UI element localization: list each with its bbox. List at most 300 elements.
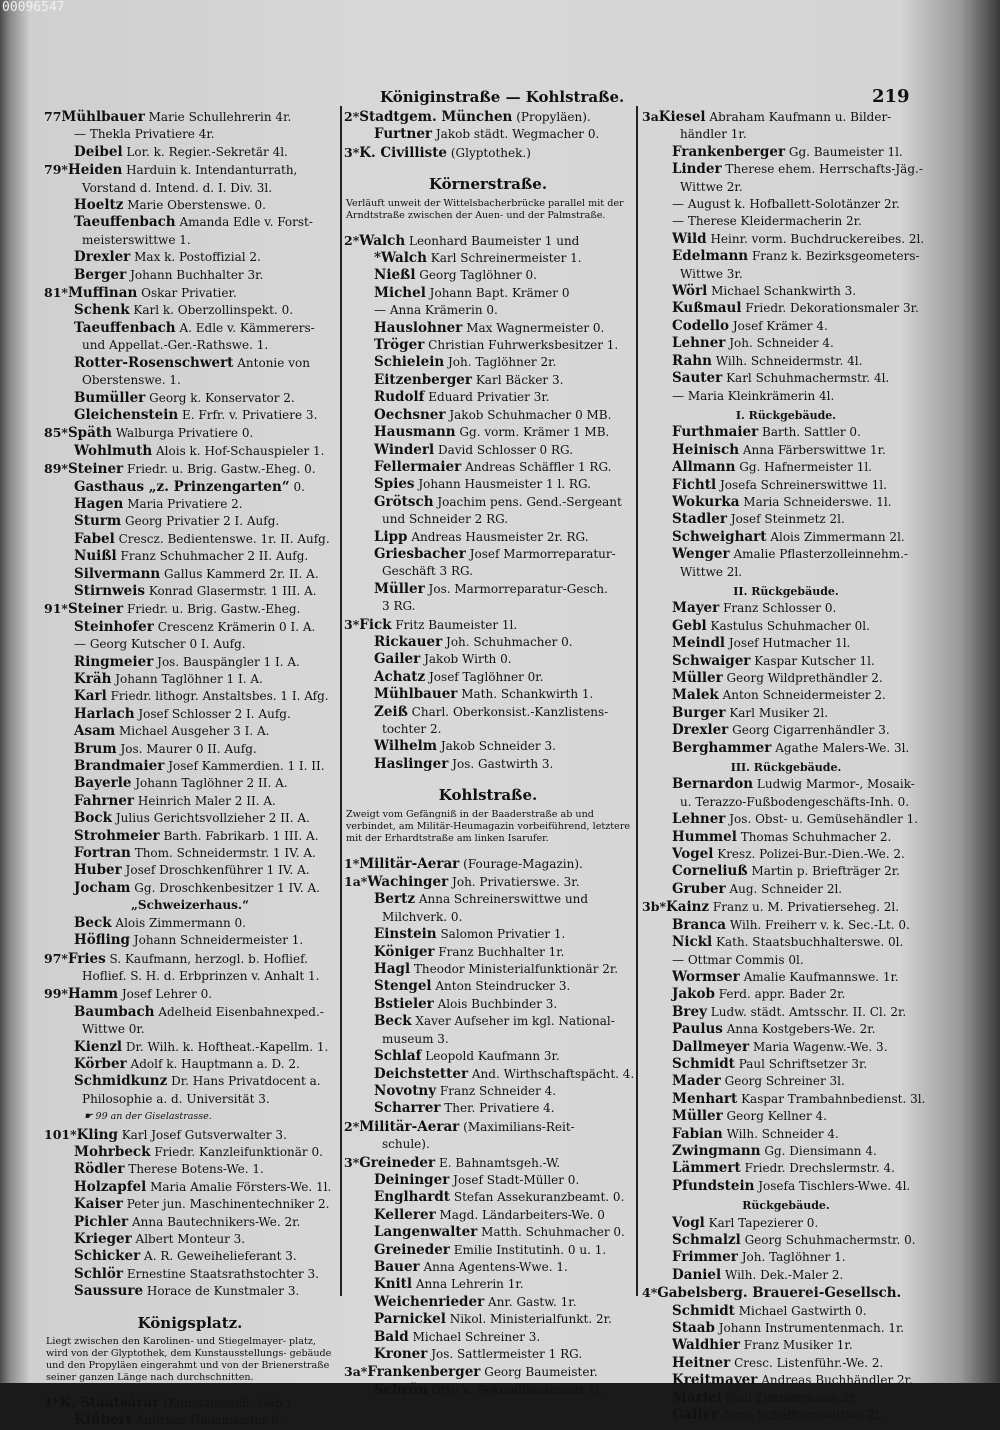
entry-text: Jakob Schneider 3. xyxy=(440,739,556,754)
resident-name: Pfundstein xyxy=(672,1177,755,1194)
resident-name: Haslinger xyxy=(374,755,449,772)
resident-name: Langenwalter xyxy=(374,1224,478,1241)
resident-name: Sturm xyxy=(74,513,122,530)
directory-entry xyxy=(642,1143,930,1160)
entry-text: Jos. Bauspängler 1 I. A. xyxy=(157,654,300,669)
directory-entry xyxy=(44,214,336,231)
entry-text: Wilh. Freiherr v. k. Sec.-Lt. 0. xyxy=(729,917,910,932)
entry-text: S. Kaufmann, herzogl. b. Hoflief. xyxy=(109,951,308,966)
directory-entry xyxy=(642,248,930,265)
resident-name: Novotny xyxy=(374,1082,437,1099)
resident-name: Schmalzl xyxy=(672,1232,741,1248)
directory-entry xyxy=(344,1136,632,1153)
entry-text: Johann Taglöhner 2 II. A. xyxy=(135,776,288,791)
directory-entry xyxy=(642,705,930,722)
directory-entry xyxy=(344,320,632,337)
house-number: 2* xyxy=(344,1118,360,1134)
directory-entry xyxy=(44,531,336,548)
entry-text: Marie Schullehrerin 4r. xyxy=(148,110,292,124)
directory-entry xyxy=(44,654,336,671)
resident-name: Corneliuß xyxy=(672,863,748,880)
entry-text: Crescenz Krämerin 0 I. A. xyxy=(157,619,316,634)
entry-text: Franz Schlosser 0. xyxy=(723,601,837,616)
directory-entry xyxy=(642,388,930,405)
entry-text: Johann Buchhalter 3r. xyxy=(130,267,264,282)
resident-name: Schweighart xyxy=(672,528,767,545)
resident-name: Winderl xyxy=(374,441,435,458)
entry-text: A. Edle v. Kämmerers- xyxy=(179,320,315,335)
entry-text: Josef Steinmetz 2l. xyxy=(730,512,845,527)
resident-name: Deininger xyxy=(374,1171,450,1188)
directory-entry xyxy=(642,1303,930,1320)
directory-entry xyxy=(642,1004,930,1021)
resident-name: Müller xyxy=(672,670,723,686)
directory-entry xyxy=(344,494,632,511)
directory-entry xyxy=(344,459,632,476)
entry-text: Joh. Taglöhner 2r. xyxy=(448,355,557,370)
house-number: 85* xyxy=(44,425,68,441)
resident-name: Wormser xyxy=(672,968,740,985)
entry-text: Hoflief. S. H. d. Erbprinzen v. Anhalt 1. xyxy=(82,968,320,983)
directory-entry xyxy=(642,917,930,934)
directory-entry xyxy=(44,1056,336,1073)
entry-text: Körnerstraße. xyxy=(428,175,548,194)
directory-entry xyxy=(44,161,336,179)
house-number: 3b* xyxy=(642,899,666,915)
entry-text: Otto k. Sekondlieutenant 1l. xyxy=(431,1382,604,1397)
entry-text: Thomas Schuhmacher 2. xyxy=(740,829,892,844)
entry-text: Josefa Tischlers-Wwe. 4l. xyxy=(758,1178,911,1193)
directory-entry xyxy=(44,460,336,478)
resident-name: Wild xyxy=(672,230,707,247)
entry-text: — August k. Hofballett-Solotänzer 2r. xyxy=(672,197,900,212)
entry-text: Georg Schreiner 3l. xyxy=(724,1074,845,1089)
resident-name: Berghammer xyxy=(672,739,772,756)
entry-text: Anna Lehrerin 1r. xyxy=(415,1277,524,1292)
entry-text: Theodor Ministerialfunktionär 2r. xyxy=(413,962,619,977)
resident-name: Schmidt xyxy=(672,1302,735,1319)
directory-entry xyxy=(344,1048,632,1065)
entry-text: III. Rückgebäude. xyxy=(730,761,842,775)
entry-text: Jakob Wirth 0. xyxy=(424,652,512,667)
entry-text: Andreas Schäffler 1 RG. xyxy=(465,459,612,474)
resident-name: Huber xyxy=(74,862,122,879)
house-number: 3a* xyxy=(344,1364,368,1380)
directory-entry xyxy=(44,337,336,354)
directory-entry xyxy=(344,529,632,546)
directory-entry xyxy=(44,249,336,266)
entry-text: händler 1r. xyxy=(680,127,747,142)
directory-entry xyxy=(344,1189,632,1206)
entry-text: Max k. Postoffizial 2. xyxy=(134,250,261,265)
entry-text: Matth. Schuhmacher 0. xyxy=(481,1225,625,1240)
entry-text: Amalie Pflasterzolleinnehm.- xyxy=(733,547,908,562)
directory-entry xyxy=(344,250,632,267)
directory-entry xyxy=(642,670,930,687)
entry-text: Jakob Schuhmacher 0 MB. xyxy=(449,407,612,422)
directory-entry xyxy=(44,1073,336,1090)
house-number: 3* xyxy=(344,1154,360,1170)
entry-text: (Maximilians-Reit- xyxy=(463,1119,575,1134)
directory-entry xyxy=(344,756,632,773)
resident-name: Stadler xyxy=(672,511,728,528)
entry-text: Andreas Hausmeister 0. xyxy=(135,1413,283,1428)
directory-entry xyxy=(642,266,930,283)
directory-entry xyxy=(642,1178,930,1195)
street-description xyxy=(344,198,632,222)
resident-name: Daniel xyxy=(672,1266,722,1283)
resident-name: Saussure xyxy=(74,1283,144,1300)
directory-entry xyxy=(344,738,632,755)
resident-name: Bayerle xyxy=(74,775,132,792)
resident-name: Fabel xyxy=(74,530,115,547)
entry-text: Josef Taglöhner 0r. xyxy=(429,669,544,684)
directory-entry xyxy=(44,671,336,688)
resident-name: Rickauer xyxy=(374,633,443,650)
entry-text: Georg Schuhmachermstr. 0. xyxy=(744,1233,916,1247)
directory-entry xyxy=(44,741,336,758)
directory-entry xyxy=(344,1083,632,1100)
entry-text: Jos. Sattlermeister 1 RG. xyxy=(431,1347,583,1361)
entry-text: Anna Schaffnerswittwe 2l. xyxy=(722,1408,883,1423)
resident-name: Englhardt xyxy=(374,1189,451,1206)
resident-name: Malek xyxy=(672,687,719,704)
directory-entry xyxy=(344,1329,632,1346)
directory-entry xyxy=(44,915,336,932)
directory-entry xyxy=(344,354,632,371)
directory-entry xyxy=(642,353,930,370)
directory-entry xyxy=(344,424,632,441)
directory-entry xyxy=(642,529,930,546)
resident-name: Mader xyxy=(672,1073,721,1090)
entry-text: Josef Schlosser 2 I. Aufg. xyxy=(138,706,291,721)
directory-entry xyxy=(344,1224,632,1241)
resident-name: Drexler xyxy=(74,249,131,266)
resident-name: Muffinan xyxy=(67,285,138,302)
resident-name: Späth xyxy=(67,425,112,442)
directory-entry xyxy=(642,1056,930,1073)
directory-entry xyxy=(44,619,336,636)
entry-text: Karl Bäcker 3. xyxy=(475,372,564,387)
resident-name: Gasthaus „z. Prinzengarten“ xyxy=(74,478,290,495)
house-number: 89* xyxy=(44,461,68,477)
entry-text: Philosophie a. d. Universität 3. xyxy=(82,1091,270,1106)
entry-text: Andreas Buchhändler 2r. xyxy=(761,1373,913,1388)
resident-name: Körber xyxy=(74,1055,127,1072)
resident-name: Frankenberger xyxy=(367,1364,481,1381)
entry-text: Emilie Institutinh. 0 u. 1. xyxy=(453,1242,607,1257)
directory-entry xyxy=(44,1091,336,1108)
directory-entry xyxy=(642,740,930,757)
entry-text: und Appellat.-Ger.-Rathswe. 1. xyxy=(82,338,269,353)
entry-text: Julius Gerichtsvollzieher 2 II. A. xyxy=(115,811,310,826)
directory-entry xyxy=(344,563,632,580)
directory-entry xyxy=(642,1284,930,1302)
column-rule xyxy=(636,106,638,1296)
resident-name: Lämmert xyxy=(672,1160,741,1177)
resident-name: Bernardon xyxy=(672,776,754,793)
directory-entry xyxy=(642,1337,930,1354)
street-heading xyxy=(344,176,632,193)
entry-text: Georg Baumeister. xyxy=(484,1365,598,1380)
entry-text: und Schneider 2 RG. xyxy=(382,512,509,527)
directory-entry xyxy=(44,636,336,653)
entry-text: Amalie Kaufmannswe. 1r. xyxy=(743,969,899,984)
entry-text: Georg k. Konservator 2. xyxy=(149,390,295,405)
directory-entry xyxy=(642,1372,930,1389)
directory-entry xyxy=(642,459,930,476)
directory-entry xyxy=(642,511,930,528)
entry-text: Heinr. vorm. Buchdruckereibes. 2l. xyxy=(710,231,925,246)
directory-entry xyxy=(642,144,930,161)
resident-name: Burger xyxy=(672,704,726,721)
entry-text: Michael Schankwirth 3. xyxy=(711,284,857,299)
entry-text: Paul Schriftsetzer 3r. xyxy=(738,1056,868,1071)
entry-text: Ther. Privatiere 4. xyxy=(444,1101,555,1116)
resident-name: Baumbach xyxy=(74,1003,155,1020)
entry-text: Oskar Privatier. xyxy=(141,286,237,301)
entry-text: Abraham Kaufmann u. Bilder- xyxy=(709,110,892,124)
entry-text: Johann Taglöhner 1 I. A. xyxy=(115,672,263,686)
resident-name: Hausmann xyxy=(374,424,456,441)
resident-name: Codello xyxy=(672,317,730,334)
street-description xyxy=(44,1108,336,1125)
directory-entry xyxy=(642,986,930,1003)
resident-name: Bald xyxy=(374,1328,409,1345)
resident-name: Waldhier xyxy=(672,1337,740,1354)
resident-name: Bumüller xyxy=(74,389,146,406)
directory-entry xyxy=(44,810,336,827)
entry-text: Heinrich Maler 2 II. A. xyxy=(137,793,276,808)
resident-name: Bstieler xyxy=(374,995,434,1012)
entry-text: Jos. Obst- u. Gemüsehändler 1. xyxy=(729,812,919,827)
resident-name: Nießl xyxy=(374,267,416,284)
resident-name: Brandmaier xyxy=(74,758,165,775)
resident-name: Militär-Aerar xyxy=(359,855,460,872)
entry-text: Karl Schreinermeister 1. xyxy=(430,251,582,266)
entry-text: Christian Fuhrwerksbesitzer 1. xyxy=(428,338,619,353)
entry-text: — Georg Kutscher 0 I. Aufg. xyxy=(74,637,246,652)
entry-text: tochter 2. xyxy=(382,722,442,736)
directory-entry xyxy=(44,950,336,968)
entry-text: Albert Monteur 3. xyxy=(135,1232,246,1246)
resident-name: Einstein xyxy=(374,926,437,943)
entry-text: — Therese Kleidermacherin 2r. xyxy=(672,214,862,229)
entry-text: Agathe Malers-We. 3l. xyxy=(775,740,910,755)
resident-name: Spies xyxy=(374,476,415,493)
entry-text: Michael Gastwirth 0. xyxy=(738,1303,867,1318)
entry-text: II. Rückgebäude. xyxy=(733,584,839,598)
house-number: 3a xyxy=(642,109,659,124)
entry-text: Josefa Schreinerswittwe 1l. xyxy=(719,477,887,492)
directory-entry xyxy=(344,721,632,738)
resident-name: Zwingmann xyxy=(672,1142,761,1159)
house-number: 3* xyxy=(344,616,360,632)
entry-text: Therese ehem. Herrschafts-Jäg.- xyxy=(725,162,923,177)
resident-name: Rudolf xyxy=(374,389,425,406)
resident-name: Mohrbeck xyxy=(74,1143,151,1160)
house-number: 79* xyxy=(44,162,68,178)
directory-entry xyxy=(642,687,930,704)
entry-text: Leopold Kaufmann 3r. xyxy=(425,1049,560,1064)
resident-name: Rotter-Rosenschwert xyxy=(74,354,234,371)
directory-entry xyxy=(642,1249,930,1266)
resident-name: Edelmann xyxy=(672,248,749,265)
house-number: 2* xyxy=(344,232,360,248)
entry-text: Gg. vorm. Krämer 1 MB. xyxy=(459,425,610,440)
entry-text: Anna Bautechnikers-We. 2r. xyxy=(131,1214,301,1229)
resident-name: Taeuffenbach xyxy=(74,214,176,231)
directory-entry xyxy=(642,424,930,441)
entry-text: Alois Buchbinder 3. xyxy=(437,996,558,1011)
entry-text: Maria Amalie Försters-We. 1l. xyxy=(150,1179,332,1194)
resident-name: Steinhofer xyxy=(74,618,154,635)
entry-text: Kaspar Kutscher 1l. xyxy=(754,653,875,668)
resident-name: Galler xyxy=(672,1407,719,1424)
entry-text: Dr. Hans Privatdocent a. xyxy=(171,1074,321,1089)
entry-text: Walburga Privatiere 0. xyxy=(115,426,254,441)
entry-text: Peter jun. Maschinentechniker 2. xyxy=(126,1197,330,1212)
resident-name: Schlör xyxy=(74,1265,124,1282)
directory-entry xyxy=(44,513,336,530)
entry-text: Franz u. M. Privatierseheg. 2l. xyxy=(712,900,900,915)
directory-entry xyxy=(642,318,930,335)
directory-entry xyxy=(642,794,930,811)
directory-entry xyxy=(344,909,632,926)
resident-name: Gleichenstein xyxy=(74,406,179,423)
street-description xyxy=(344,809,632,845)
directory-entry xyxy=(642,335,930,352)
directory-entry xyxy=(344,1013,632,1030)
directory-entry xyxy=(44,1144,336,1161)
entry-text: Paul Zimmermann 2r. xyxy=(725,1390,857,1405)
entry-text: Fritz Baumeister 1l. xyxy=(395,617,518,632)
entry-text: Joh. Schneider 4. xyxy=(729,336,834,351)
directory-entry xyxy=(642,1390,930,1407)
directory-entry xyxy=(44,372,336,389)
directory-entry xyxy=(642,546,930,563)
house-number: 1* xyxy=(44,1395,60,1411)
entry-text: Wittwe 2l. xyxy=(680,564,743,579)
entry-text: Josef Kammerdien. 1 I. II. xyxy=(168,759,325,774)
resident-name: Harlach xyxy=(74,705,135,722)
directory-entry xyxy=(642,1126,930,1143)
entry-text: Michael Ausgeher 3 I. A. xyxy=(118,724,270,739)
resident-name: Schlaf xyxy=(374,1048,422,1065)
resident-name: Frankenberger xyxy=(672,143,786,160)
directory-entry xyxy=(44,968,336,985)
column-right xyxy=(642,108,930,1424)
directory-entry xyxy=(344,126,632,143)
directory-entry xyxy=(44,548,336,565)
entry-text: Johann Hausmeister 1 l. RG. xyxy=(418,477,591,492)
directory-entry xyxy=(44,897,336,914)
directory-entry xyxy=(642,370,930,387)
entry-text: Kath. Staatsbuchhalterswe. 0l. xyxy=(716,935,904,950)
entry-text: Maria Wagenw.-We. 3. xyxy=(752,1039,888,1054)
resident-name: Kellerer xyxy=(374,1206,436,1223)
resident-name: Kainz xyxy=(665,899,710,916)
entry-text: Johann Schneidermeister 1. xyxy=(133,933,304,948)
resident-name: Knitl xyxy=(374,1276,413,1293)
directory-entry xyxy=(344,1259,632,1276)
directory-entry xyxy=(642,1021,930,1038)
directory-entry xyxy=(344,442,632,459)
directory-entry xyxy=(344,961,632,978)
resident-name: Pichler xyxy=(74,1213,129,1230)
resident-name: Greineder xyxy=(374,1241,450,1258)
directory-entry xyxy=(642,653,930,670)
directory-entry xyxy=(642,811,930,828)
directory-entry xyxy=(642,1160,930,1177)
directory-entry xyxy=(44,706,336,723)
directory-entry xyxy=(44,302,336,319)
entry-text: Karl Musiker 2l. xyxy=(729,705,829,720)
directory-entry xyxy=(44,390,336,407)
entry-text: Johann Bapt. Krämer 0 xyxy=(429,285,570,300)
directory-entry xyxy=(44,144,336,161)
resident-name: Jakob xyxy=(672,986,715,1003)
resident-name: Drexler xyxy=(672,722,729,739)
entry-text: Georg Cigarrenhändler 3. xyxy=(732,723,890,738)
resident-name: Fellermaier xyxy=(374,458,462,475)
resident-name: Lehner xyxy=(672,811,726,828)
entry-text: Anr. Gastw. 1r. xyxy=(488,1294,577,1309)
directory-entry xyxy=(44,1394,336,1412)
resident-name: Schmidt xyxy=(672,1055,735,1072)
resident-name: Zeiß xyxy=(374,703,408,720)
resident-name: Brum xyxy=(74,740,117,757)
entry-text: Franz k. Bezirksgeometers- xyxy=(751,249,920,264)
entry-text: Josef Marmorreparatur- xyxy=(469,546,616,561)
resident-name: Jocham xyxy=(74,879,131,896)
entry-text: Eduard Privatier 3r. xyxy=(428,390,550,405)
entry-text: Anna Kostgebers-We. 2r. xyxy=(726,1022,876,1037)
subsection-heading xyxy=(642,407,930,424)
directory-entry xyxy=(642,1320,930,1337)
directory-entry xyxy=(44,126,336,143)
directory-entry xyxy=(642,600,930,617)
resident-name: Achatz xyxy=(374,668,426,685)
entry-text: Milchverk. 0. xyxy=(382,909,463,924)
entry-text: Johann Instrumentenmach. 1r. xyxy=(718,1321,905,1336)
directory-entry xyxy=(344,1346,632,1363)
entry-text: Andreas Hausmeister 2r. RG. xyxy=(411,529,589,544)
entry-text: Max Wagnermeister 0. xyxy=(466,320,605,335)
entry-text: Alois Zimmermann 0. xyxy=(115,915,246,930)
resident-name: Kräh xyxy=(74,671,112,687)
resident-name: Krieger xyxy=(74,1231,132,1247)
directory-entry xyxy=(642,1407,930,1424)
resident-name: Fabian xyxy=(672,1125,723,1142)
directory-entry xyxy=(642,722,930,739)
entry-text: Antonie von xyxy=(237,355,310,370)
resident-name: Gabelsberg. Brauerei-Gesellsch. xyxy=(657,1285,902,1302)
directory-entry xyxy=(44,793,336,810)
directory-entry xyxy=(344,337,632,354)
directory-entry xyxy=(344,108,632,126)
resident-name: Weichenrieder xyxy=(374,1293,485,1310)
resident-name: Rahn xyxy=(672,352,712,369)
directory-entry xyxy=(44,1004,336,1021)
resident-name: Tröger xyxy=(374,337,425,354)
resident-name: Nuißl xyxy=(74,548,117,565)
directory-entry xyxy=(642,477,930,494)
resident-name: Ringmeier xyxy=(74,653,154,670)
directory-entry xyxy=(344,598,632,615)
entry-text: Wilh. Dek.-Maler 2. xyxy=(724,1267,844,1282)
resident-name: Kroner xyxy=(374,1346,428,1362)
